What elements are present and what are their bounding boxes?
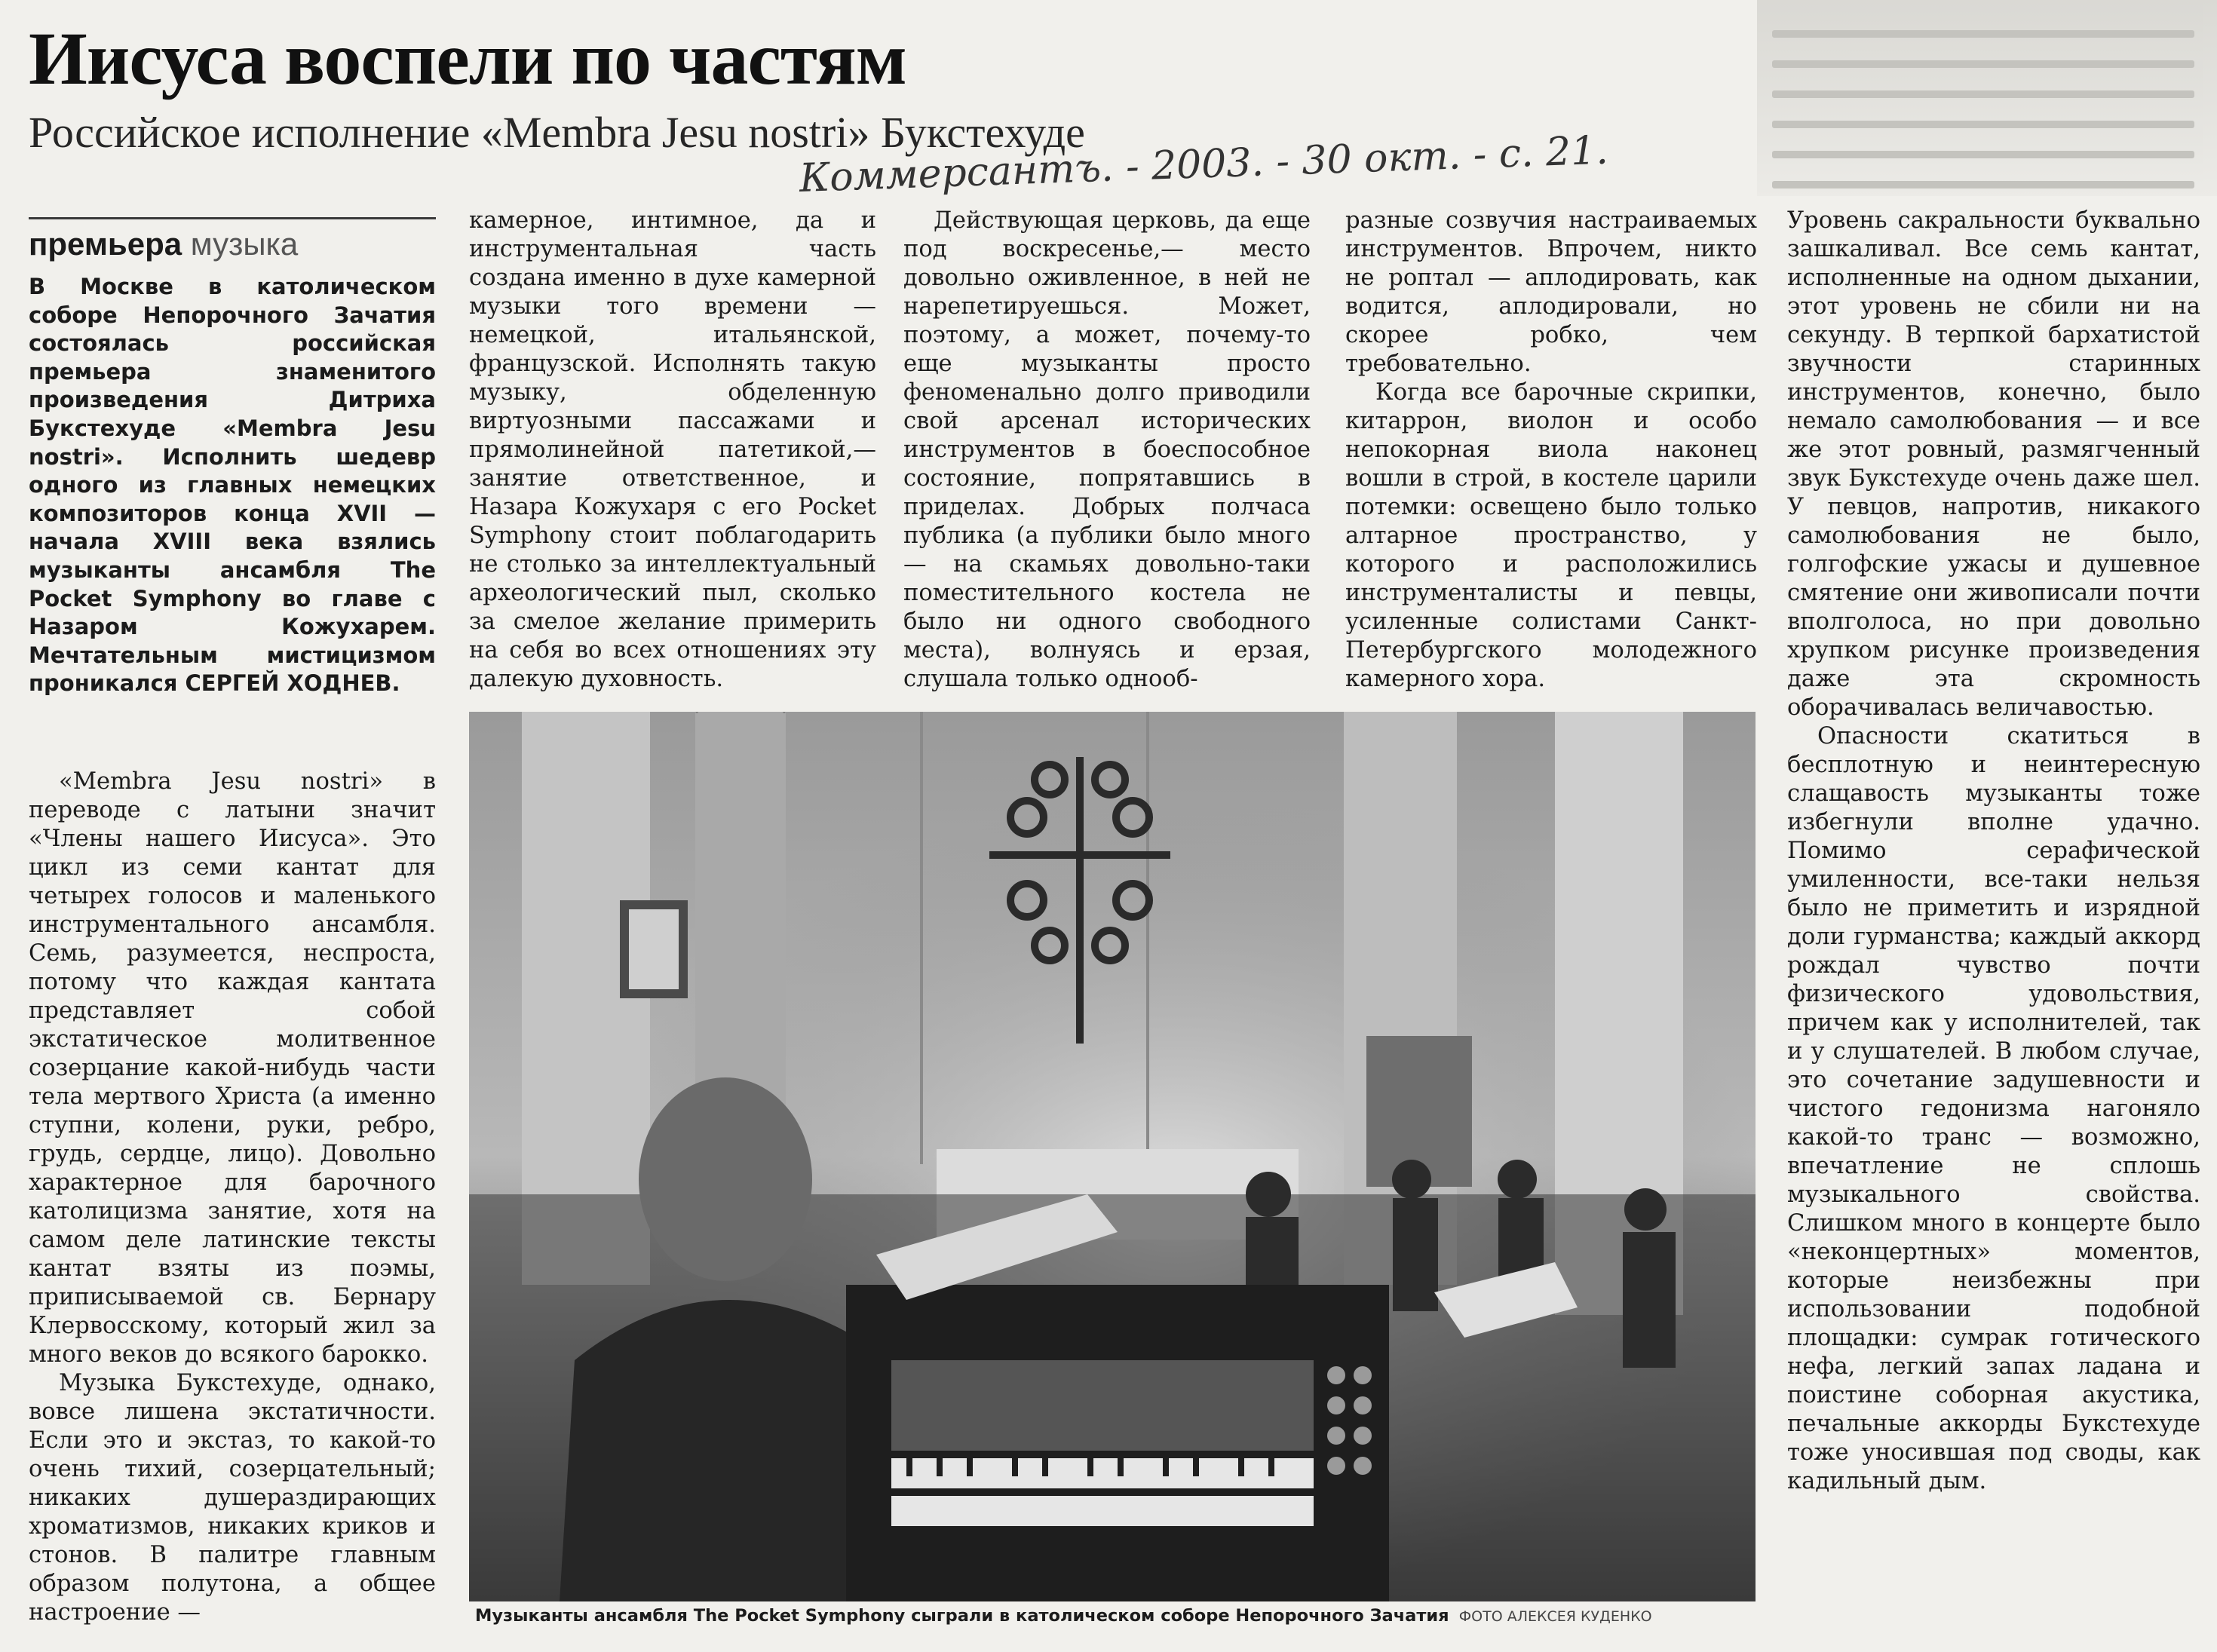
article-column-2 (469, 207, 876, 694)
handwritten-source-note: Коммерсантъ. - 2003. - 30 окт. - с. 21. (798, 127, 1609, 201)
paragraph: разные созвучия настраиваемых инструментов. Впрочем, никто не роптал — аплодировать, как водится, аплодировали, но скорее робко, чем требовательно. (1345, 207, 1757, 377)
concert-photo (469, 712, 1756, 1601)
headline: Иисуса воспели по частям (29, 17, 906, 100)
paragraph: Музыка Букстехуде, однако, вовсе лишена экстатичности. Если это и экстаз, то какой-то очень тихий, созерцательный; никаких душераздирающих хроматизмов, никаких криков и стонов. В палитре главным образом полутона, а общее настроение — (29, 1370, 436, 1626)
rubric-topic: музыка (190, 226, 299, 262)
paragraph: Действующая церковь, да еще под воскресенье,— место довольно оживленное, в ней не нарепетируешься. Может, поэтому, а может, почему-то еще музыканты просто феноменально долго приводили свой арсенал исторических инструментов в боеспособное состояние, попрятавшись в приделах. Добрых полчаса публика (а публики было много — на скамьях довольно-таки поместительного костела не было ни одного свободного места), волнуясь и ерзая, слушала только одноoб- (903, 207, 1311, 692)
article-column-4 (1345, 207, 1757, 694)
article-column-3 (903, 207, 1311, 694)
paragraph: Когда все барочные скрипки, китаррон, виолон и особо непокорная виола наконец вошли в строй, в костеле царили потемки: освещено было только алтарное пространство, у которого и расположились инструменталисты и певцы, усиленные солистами Санкт-Петербургского молодежного камерного хора. (1345, 379, 1757, 692)
paragraph: «Membra Jesu nostri» в переводе с латыни значит «Члены нашего Иисуса». Это цикл из семи кантат для четырех голосов и маленького инструментального ансамбля. Семь, разумеется, неспроста, потому что каждая кантата представляет собой экстатическое молитвенное созерцание какой-нибудь части тела мертвого Христа (а именно ступни, колени, руки, ребро, грудь, сердце, лицо). Довольно характерное для барочного католицизма занятие, хотя на самом деле латинские тексты кантат взяты из поэмы, приписываемой св. Бернару Клервосскому, который жил за много веков до всякого барокко. (29, 768, 436, 1368)
lead-paragraph: В Москве в католическом соборе Непорочного Зачатия состоялась российская премьера знаменитого произведения Дитриха Букстехуде «Membra Jesu nostri». Исполнить шедевр одного из главных немецких композиторов конца XVII — начала XVIII века взялись музыканты ансамбля The Pocket Symphony во главе с Назаром Кожухарем. Мечтательным мистицизмом проникался СЕРГЕЙ ХОДНЕВ. (29, 274, 436, 697)
rubric-rule (29, 217, 436, 219)
rubric (29, 225, 436, 264)
photo-caption (475, 1604, 1757, 1628)
paragraph: камерное, интимное, да и инструментальная часть создана именно в духе камерной музыки того времени — немецкой, итальянской, французской. Исполнять такую музыку, обделенную виртуозными пассажами и прямолинейной патетикой,— занятие ответственное, и Назара Кожухаря с его Pocket Symphony стоит поблагодарить не столько за интеллектуальный археологический пыл, сколько за смелое желание примерить на себя во всех отношениях эту далекую духовность. (469, 207, 876, 692)
paragraph: Опасности скатиться в бесплотную и неинтересную слащавость музыканты тоже избегнули вполне удачно. Помимо серафической умиленности, все-таки нельзя было не приметить и изрядной доли гурманства; каждый аккорд рождал чувство почти физического удовольствия, причем как у исполнителей, так и у слушателей. В любом случае, это сочетание задушевности и чистого гедонизма нагоняло какой-то транс — возможно, впечатление не сплошь музыкального свойства. Слишком много в концерте было «неконцертных» моментов, которые неизбежны при использовании подобной площадки: сумрак готического нефа, легкий запах ладана и поистине соборная акустика, печальные аккорды Букстехуде тоже уносившая под своды, как кадильный дым. (1787, 723, 2200, 1494)
caption-text: Музыканты ансамбля The Pocket Symphony сыграли в католическом соборе Непорочного Зачатия (475, 1606, 1449, 1626)
cathedral-organ-illustration (469, 712, 1756, 1601)
article-column-5 (1787, 207, 2200, 1496)
adjacent-article-fragment (1757, 0, 2217, 196)
paragraph: Уровень сакральности буквально зашкаливал. Все семь кантат, исполненные на одном дыхании, этот уровень не сбили ни на секунду. В терпкой бархатистой звучности старинных инструментов, конечно, было немало самолюбования — и все же этот ровный, размягченный звук Букстехуде очень даже шел. У певцов, напротив, никакого самолюбования не было, голгофские ужасы и душевное смятение они живописали почти вполголоса, но при довольно хрупком рисунке произведения даже эта скромность оборачивалась величавостью. (1787, 207, 2200, 721)
rubric-section: премьера (29, 226, 182, 262)
photo-credit: ФОТО АЛЕКСЕЯ КУДЕНКО (1458, 1608, 1652, 1625)
subheadline: Российское исполнение «Membra Jesu nostri» Букстехуде (29, 108, 1085, 157)
article-column-1 (29, 768, 436, 1627)
